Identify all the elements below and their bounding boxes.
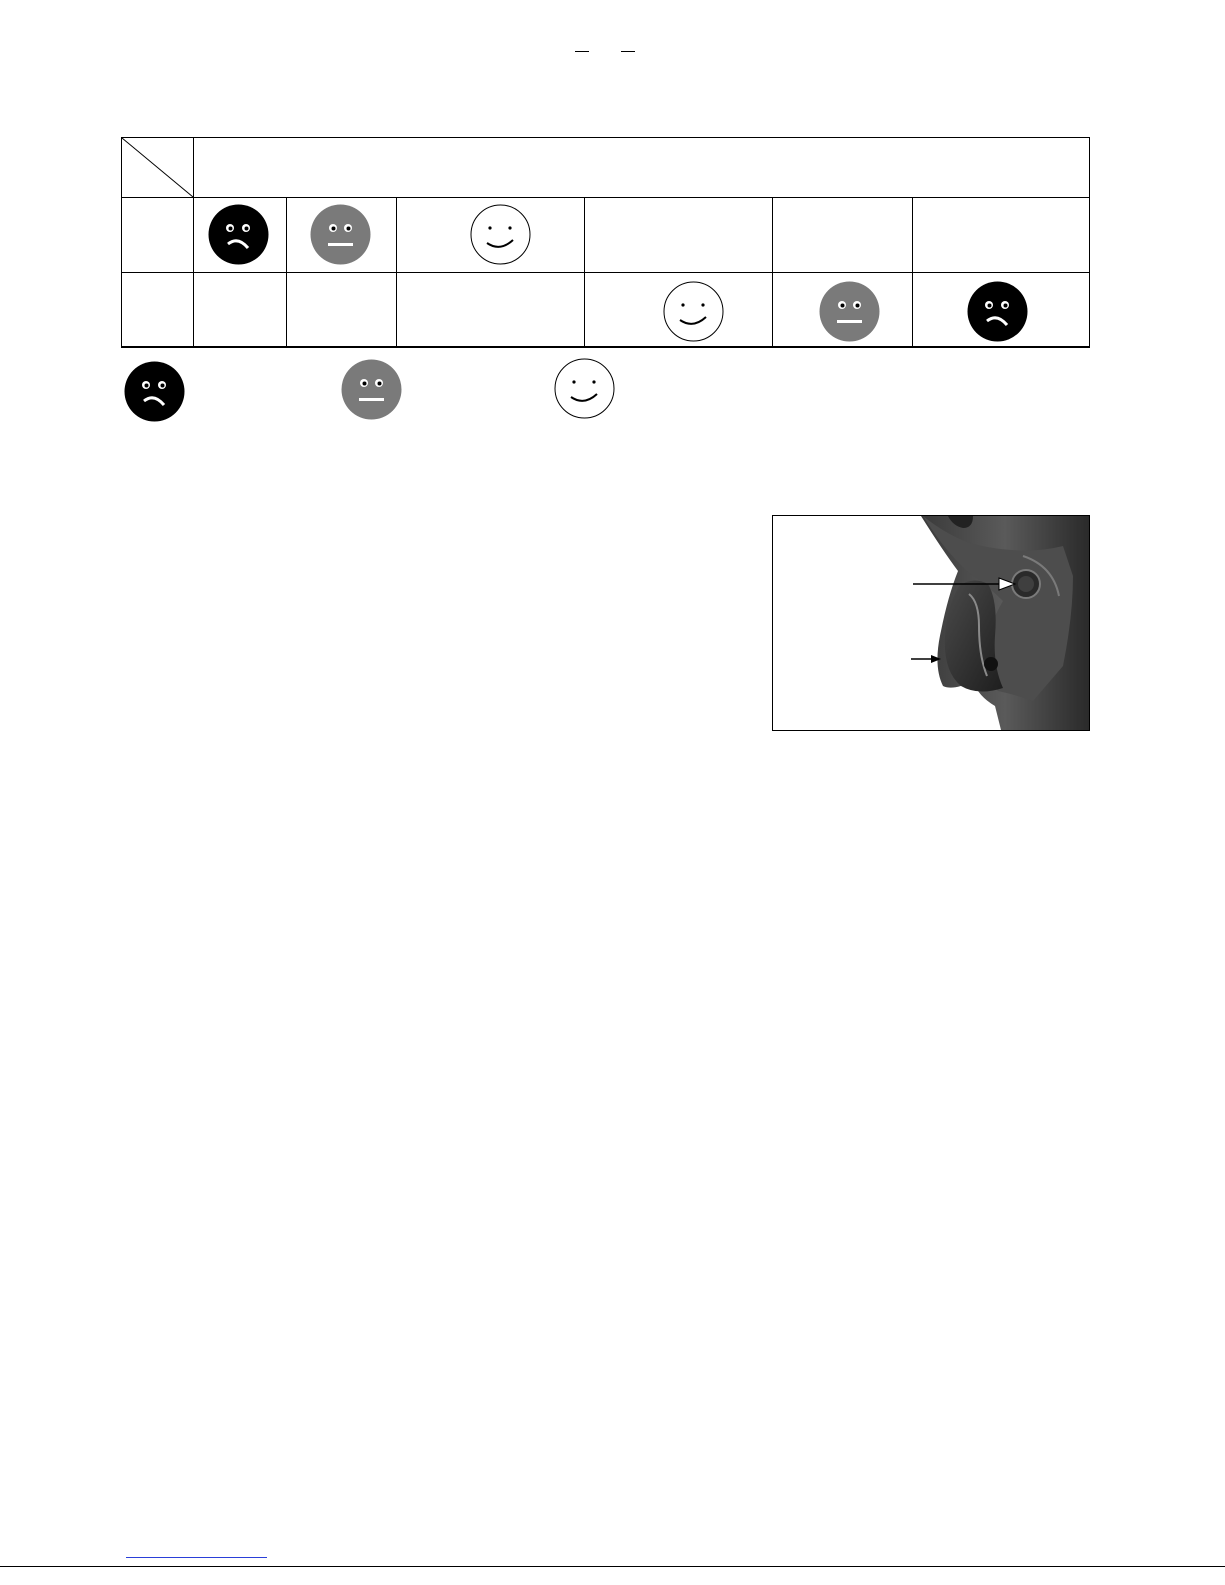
product-photo xyxy=(772,515,1090,731)
neutral-face-icon xyxy=(341,359,402,420)
tool-handle-illustration xyxy=(773,516,1089,730)
happy-face-icon xyxy=(470,204,531,265)
footer-link-underline xyxy=(126,1557,267,1558)
neutral-face-icon xyxy=(819,281,880,342)
footer-rule xyxy=(0,1566,1225,1567)
sad-face-icon xyxy=(124,361,185,422)
neutral-face-icon xyxy=(310,204,371,265)
diagonal-header-cell xyxy=(121,137,194,198)
happy-face-icon xyxy=(663,281,724,342)
sad-face-icon xyxy=(967,281,1028,342)
header-mark-1 xyxy=(575,51,589,52)
happy-face-icon xyxy=(554,358,615,419)
header-mark-2 xyxy=(621,51,635,52)
sad-face-icon xyxy=(208,204,269,265)
